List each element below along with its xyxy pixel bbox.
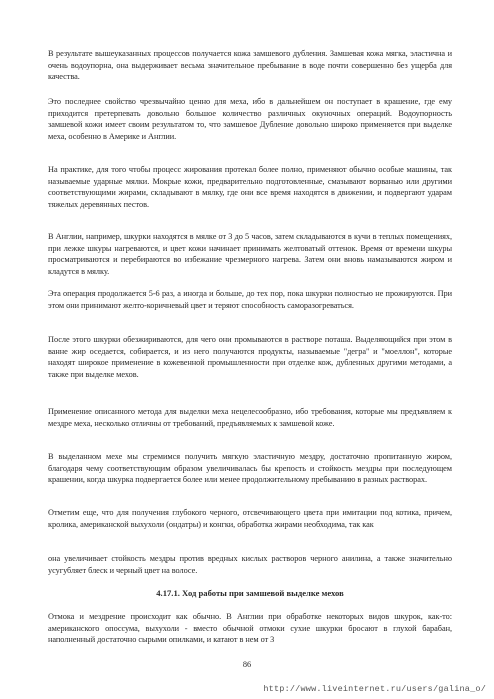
paragraph-5: Эта операция продолжается 5-6 раз, а иногда и больше, до тех пор, пока шкурки полностью не прожируются. При этом они принимают желто-коричневый цвет и теряют способность саморазогреваться. [48, 289, 452, 310]
paragraph-8: В выделанном мехе мы стремимся получить мягкую эластичную мездру, достаточно пропитанную жиром, благодаря чему соответствующим образом увеличивалась бы крепость и стойкость мездры при последующем крашении, когда шкурка подвергается более или менее продолжительному пребыванию в разных растворах. [48, 452, 452, 485]
paragraph-11: Отмока и мездрение происходит как обычно. В Англии при обработке некоторых видов шкурок, как-то: американского опоссума, выхухоли - вместо обычной отмоки сухие шкурки бросают в глухой барабан, наполненный достаточно сырыми опилками, и катают в нем от 3 [48, 612, 452, 645]
paragraph-4: В Англии, например, шкурки находятся в мялке от 3 до 5 часов, затем складываются в кучи в теплых помещениях, при лежке шкуры нагреваются, и цвет кожи начинает принимать желтоватый оттенок. Время от времени шкуры просматриваются и перебираются во избежание чрезмерного нагрева. Затем они вновь намазываются жиром и кладутся в мялку. [48, 232, 452, 276]
paragraph-10: она увеличивает стойкость мездры против вредных кислых растворов черного анилина, а также значительно усугубляет блеск и черный цвет на волосе. [48, 554, 452, 575]
page-number: 86 [242, 660, 252, 669]
paragraph-6: После этого шкурки обезжириваются, для чего они промываются в растворе поташа. Выделяющийся при этом в ванне жир оседается, собирается, и из него получаются продукты, называемые "дегра" и "моеллон", которые находят широкое применение в кожевенной промышленности при отделке кож, дубленных другими методами, а также при выделке мехов. [48, 335, 452, 379]
paragraph-9: Отметим еще, что для получения глубокого черного, отсвечивающего цвета при имитации под котика, причем, кролика, американской выхухоли (ондатры) и конгки, обработка жирами необходима, так как [48, 508, 452, 529]
watermark: http://www.liveinternet.ru/users/galina_o/ [263, 684, 486, 694]
paragraph-7: Применение описанного метода для выделки меха нецелесообразно, ибо требования, которые мы предъявляем к мездре меха, несколько отличны от требований, предъявляемых к замшевой коже. [48, 407, 452, 428]
paragraph-3: На практике, для того чтобы процесс жирования протекал более полно, применяют обычно особые машины, так называемые ударные мялки. Мокрые кожи, предварительно подготовленные, смазывают ворванью или другими соответствующими жирами, складывают в мялку, где они все время находятся в движении, и подвергают ударам тяжелых деревянных пестов. [48, 165, 452, 209]
paragraph-2: Это последнее свойство чрезвычайно ценно для меха, ибо в дальнейшем он поступает в крашение, где ему приходится претерпевать довольно большое количество различных окуночных операций. Водоупорность замшевой кожи имеет своим результатом то, что замшевое Дубление довольно широко применяется при выделке меха, особенно в Америке и Англии. [48, 97, 452, 141]
section-heading: 4.17.1. Ход работы при замшевой выделке мехов [156, 588, 344, 598]
paragraph-1: В результате вышеуказанных процессов получается кожа замшевого дубления. Замшевая кожа мягка, эластична и очень водоупорна, она выдерживает весьма значительное пребывание в воде почти совершенно без ущерба для качества. [48, 49, 452, 82]
